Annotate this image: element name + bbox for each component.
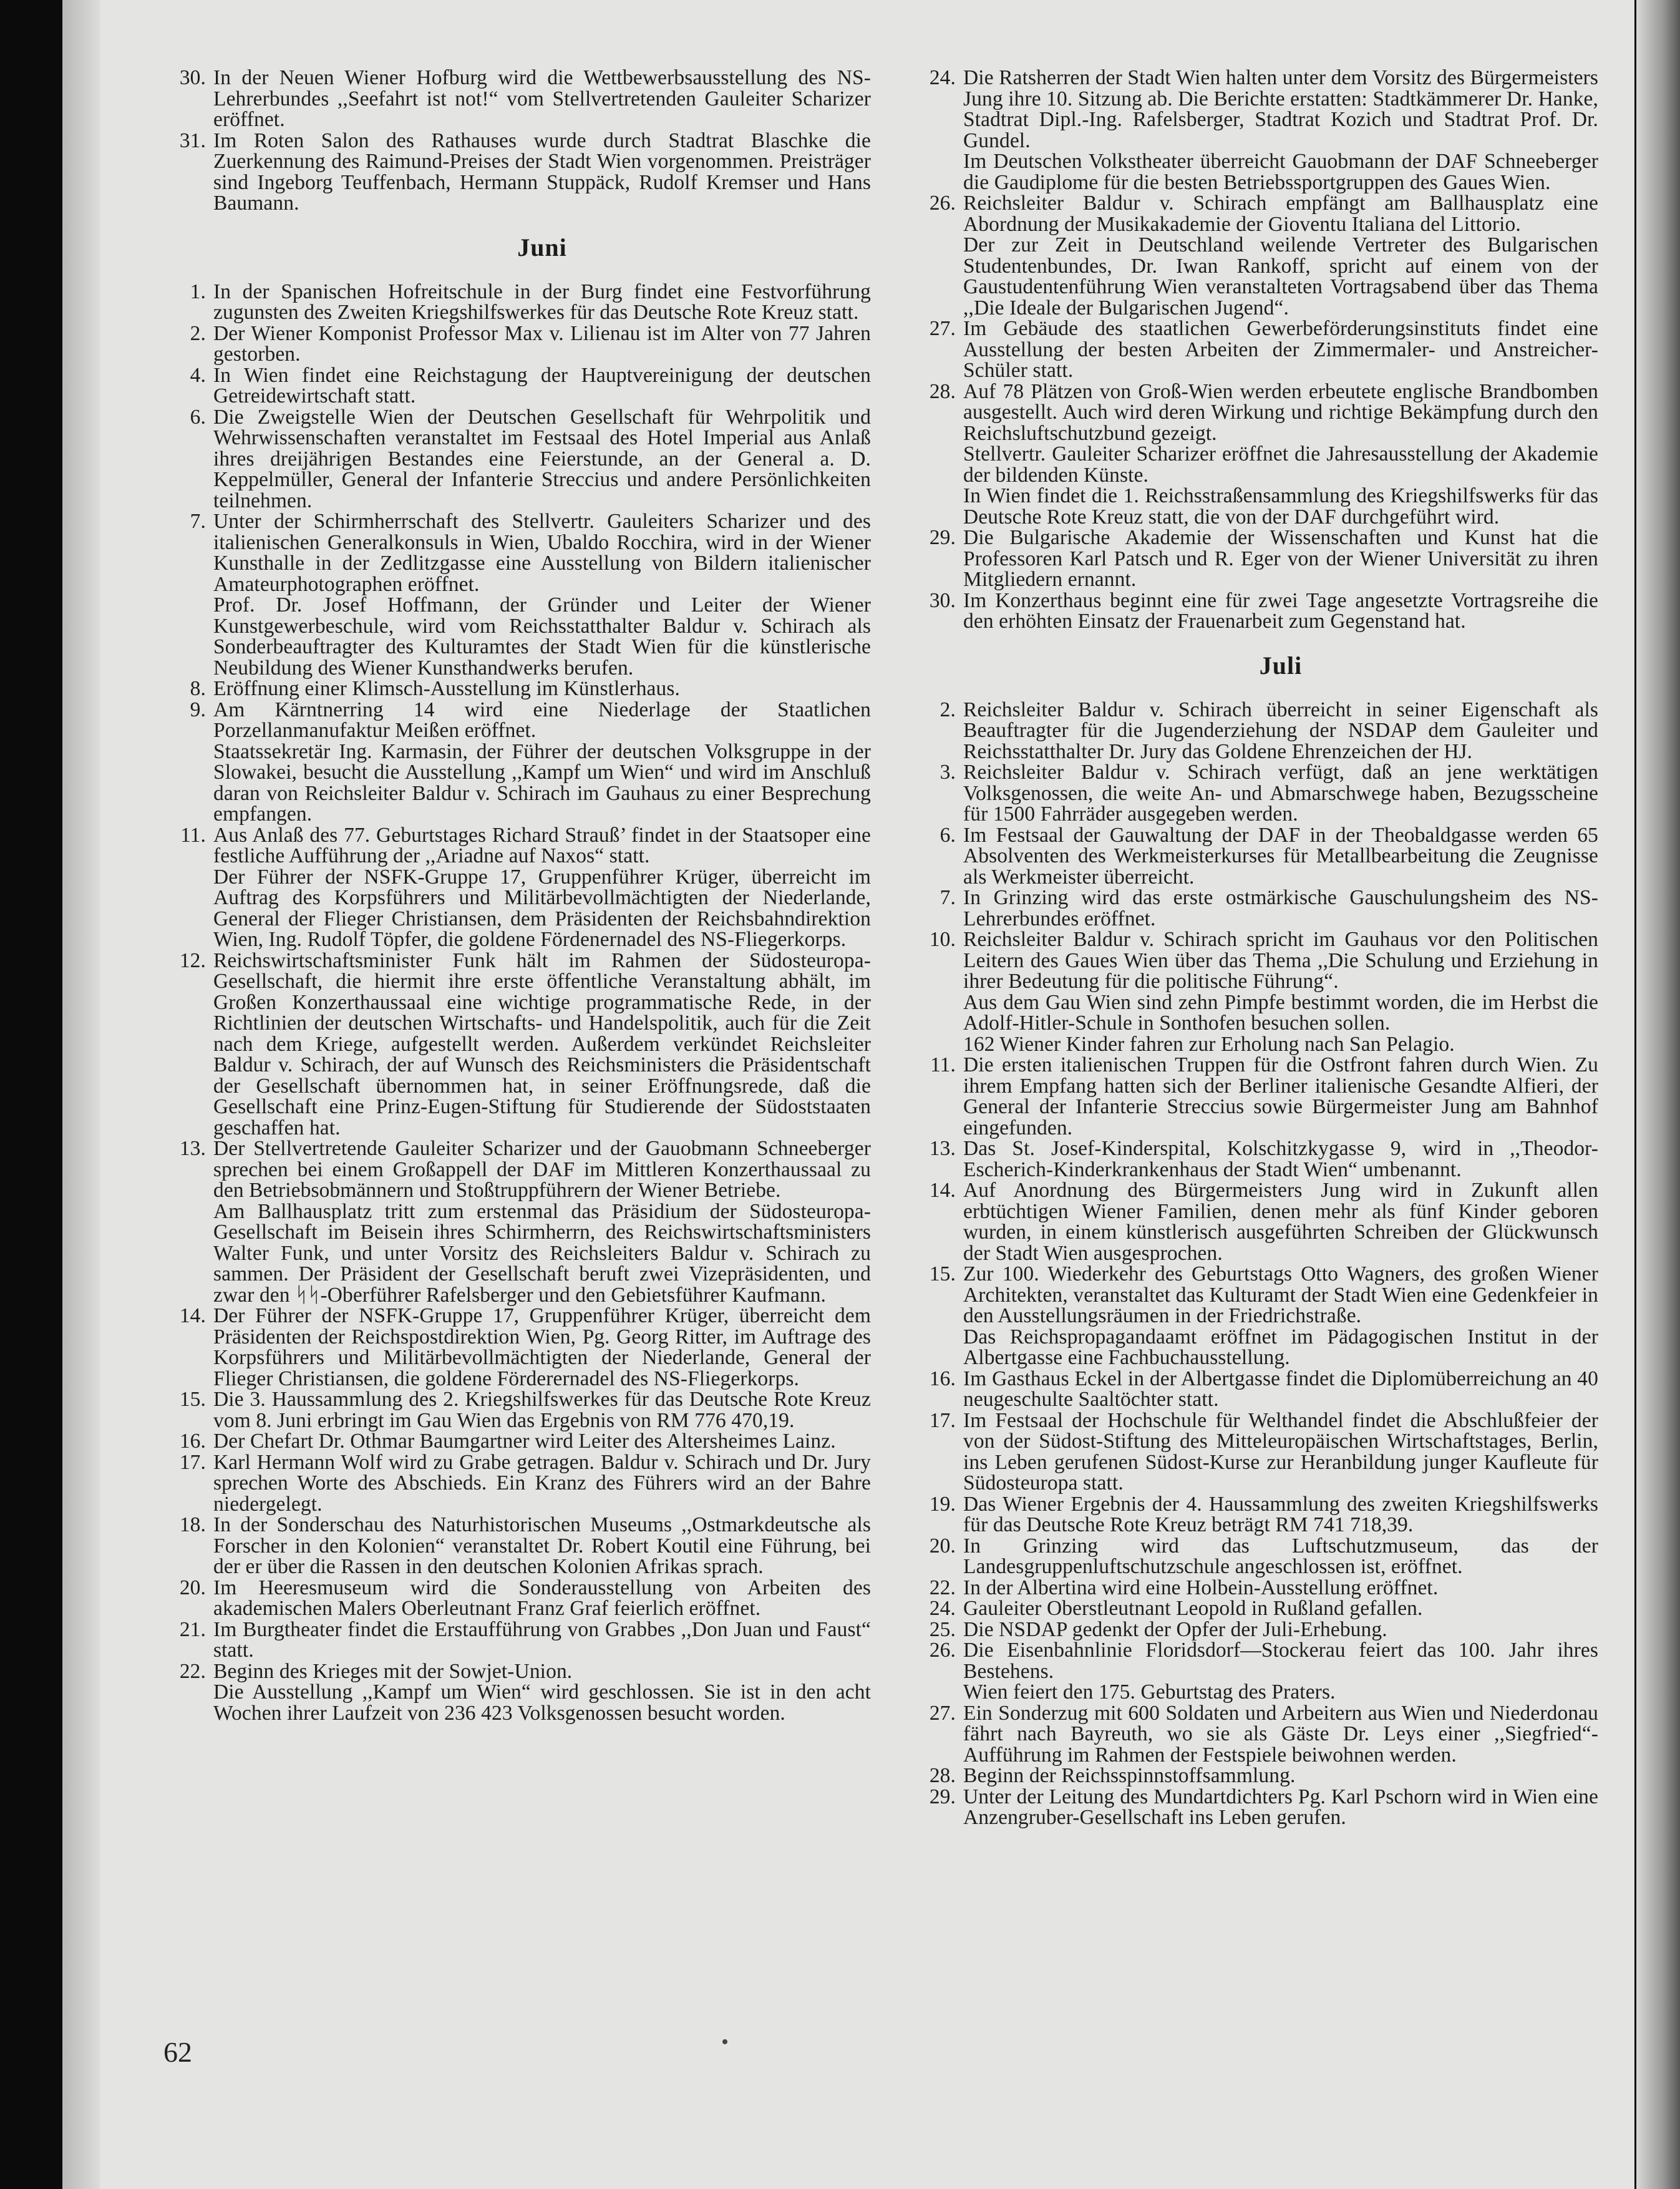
entry-text: Aus dem Gau Wien sind zehn Pimpfe bestimmt worden, die im Herbst die Adolf-Hitler-Schule in Sonthofen besuchen sollen.: [963, 990, 1598, 1035]
entry-text: Der Führer der NSFK-Gruppe 17, Gruppenführer Krüger, überreicht dem Präsidenten der Reichspostdirektion Wien, Pg. Georg Ritter, im Auftrage des Korpsführers und Militärbevollmächtigten der Niederlande, General der Flieger Christiansen, die goldene Förderernadel des NS-Fliegerkorps.: [213, 1304, 871, 1390]
entry-day-number: 27.: [929, 317, 956, 340]
right-intro-entry: [917, 193, 1598, 318]
juni-entry: [167, 950, 871, 1139]
entry-day-number: 16.: [929, 1367, 956, 1390]
entry-text: Im Konzerthaus beginnt eine für zwei Tage angesetzte Vortragsreihe die den erhöhten Einsatz der Frauenarbeit zum Gegenstand hat.: [963, 588, 1598, 633]
juni-entry: [167, 1389, 871, 1431]
juni-entry: [167, 1514, 871, 1577]
section-title-juni: Juni: [517, 233, 567, 261]
juli-entry: [917, 1598, 1598, 1619]
entry-text: Wien feiert den 175. Geburtstag des Praters.: [963, 1680, 1336, 1704]
entry-day-number: 17.: [179, 1450, 206, 1474]
juli-entry: [917, 1765, 1598, 1787]
entry-text: Im Roten Salon des Rathauses wurde durch Stadtrat Blaschke die Zuerkennung des Raimund-Preises der Stadt Wien vorgenommen. Preisträger sind Ingeborg Teuffenbach, Hermann Stuppäck, Rudolf Kremser und Hans Baumann.: [213, 129, 871, 215]
entry-text: Die 3. Haussammlung des 2. Kriegshilfswerkes für das Deutsche Rote Kreuz vom 8. Juni erbringt im Gau Wien das Ergebnis von RM 776 470,19.: [213, 1388, 871, 1432]
entry-day-number: 11.: [930, 1053, 956, 1076]
entry-text: In der Albertina wird eine Holbein-Ausstellung eröffnet.: [963, 1576, 1439, 1599]
juni-entry: [167, 1577, 871, 1619]
entry-text: Im Gebäude des staatlichen Gewerbeförderungsinstituts findet eine Ausstellung der besten Arbeiten der Zimmermaler- und Anstreicher-Schüler statt.: [963, 317, 1598, 382]
entry-day-number: 13.: [929, 1137, 956, 1160]
juli-entry: [917, 1577, 1598, 1599]
entry-text: Die Bulgarische Akademie der Wissenschaften und Kunst hat die Professoren Karl Patsch und R. Eger von der Wiener Universität zu ihren Mitgliedern ernannt.: [963, 526, 1598, 591]
entry-day-number: 6.: [190, 405, 206, 429]
entry-text: Auf Anordnung des Bürgermeisters Jung wird in Zukunft allen erbtüchtigen Wiener Familien, denen mehr als fünf Kinder geboren wurden, in einem künstlerisch ausgeführten Schreiben der Glückwunsch der Stadt Wien ausgesprochen.: [963, 1179, 1598, 1265]
entry-day-number: 20.: [929, 1534, 956, 1558]
left-intro-entries: [167, 67, 871, 214]
entry-day-number: 2.: [190, 321, 206, 345]
entry-text: Der Wiener Komponist Professor Max v. Lilienau ist im Alter von 77 Jahren gestorben.: [213, 321, 871, 366]
entry-day-number: 3.: [940, 761, 956, 784]
entry-text: Eröffnung einer Klimsch-Ausstellung im Künstlerhaus.: [213, 677, 680, 700]
entry-text: 162 Wiener Kinder fahren zur Erholung nach San Pelagio.: [963, 1032, 1455, 1056]
entry-text: Auf 78 Plätzen von Groß-Wien werden erbeutete englische Brandbomben ausgestellt. Auch wird deren Wirkung und richtige Bekämpfung durch den Reichsluftschutzbund gezeigt.: [963, 379, 1598, 445]
entry-text: Stellvertr. Gauleiter Scharizer eröffnet die Jahresausstellung der Akademie der bildenden Künste.: [963, 442, 1598, 487]
entry-day-number: 14.: [179, 1304, 206, 1327]
entry-text: Ein Sonderzug mit 600 Soldaten und Arbeitern aus Wien und Niederdonau fährt nach Bayreuth, wo sie als Gäste Dr. Leys einer ,,Siegfried“-Aufführung im Rahmen der Festspiele beiwohnen werden.: [963, 1701, 1598, 1767]
juni-entry: [167, 407, 871, 512]
entry-day-number: 28.: [929, 1764, 956, 1787]
entry-day-number: 10.: [929, 928, 956, 951]
entry-day-number: 7.: [190, 510, 206, 533]
entry-text: Die Zweigstelle Wien der Deutschen Gesellschaft für Wehrpolitik und Wehrwissenschaften veranstaltet im Festsaal des Hotel Imperial aus Anlaß ihres dreijährigen Bestandes eine Feierstunde, an der General a. D. Keppelmüller, General der Infanterie Streccius und andere Persönlichkeiten teilnehmen.: [213, 405, 871, 512]
left-entries: [167, 281, 871, 1724]
entry-text: Reichsleiter Baldur v. Schirach überreicht in seiner Eigenschaft als Beauftragter für die Jugenderziehung der NSDAP dem Gauleiter und Reichsstatthalter Dr. Jury das Goldene Ehrenzeichen der HJ.: [963, 698, 1598, 763]
print-dot: [722, 2039, 727, 2044]
entry-day-number: 24.: [929, 1597, 956, 1620]
right-intro-entry: [917, 527, 1598, 590]
juli-entry: [917, 1494, 1598, 1536]
entry-day-number: 11.: [180, 823, 206, 847]
juli-entry: [917, 1180, 1598, 1264]
entry-text: Unter der Schirmherrschaft des Stellvertr. Gauleiters Scharizer und des italienischen Generalkonsuls in Wien, Ubaldo Rocchira, wird in der Wiener Kunsthalle in der Zedlitzgasse eine Ausstellung von Bildern italienischer Amateurphotographen eröffnet.: [213, 510, 871, 596]
page-edge-left: [62, 0, 100, 2189]
entry-text: Am Ballhausplatz tritt zum erstenmal das Präsidium der Südosteuropa-Gesellschaft im Beisein ihres Schirmherrn, des Reichswirtschaftsministers Walter Funk, und unter Vorsitz des Reichsleiters Baldur v. Schirach zu sammen. Der Präsident der Gesellschaft beruft zwei Vizepräsidenten, und zwar den ᛋᛋ-Oberführer Rafelsberger und den Gebietsführer Kaufmann.: [213, 1199, 871, 1307]
entry-text: Der Führer der NSFK-Gruppe 17, Gruppenführer Krüger, überreicht im Auftrag des Korpsführers und Militärbevollmächtigten der Niederlande, General der Flieger Christiansen, dem Präsidenten der Reichsbahndirektion Wien, Ing. Rudolf Töpfer, die goldene Fördenernadel des NS-Fliegerkorps.: [213, 865, 871, 951]
entry-text: Reichsleiter Baldur v. Schirach spricht im Gauhaus vor den Politischen Leitern des Gaues Wien über das Thema ,,Die Schulung und Erziehung in ihrer Bedeutung für die politische Führung“.: [963, 928, 1598, 993]
right-intro-entry: [917, 318, 1598, 381]
entry-text: Die Ratsherren der Stadt Wien halten unter dem Vorsitz des Bürgermeisters Jung ihre 10. Sitzung ab. Die Berichte erstatten: Stadtkämmerer Dr. Hanke, Stadtrat Dipl.-Ing. Rafelsberger, Stadtrat Kozich und Stadtrat Prof. Dr. Gundel.: [963, 66, 1598, 152]
entry-day-number: 9.: [190, 698, 206, 721]
entry-text: Das Reichspropagandaamt eröffnet im Pädagogischen Institut in der Albertgasse eine Fachbuchausstellung.: [963, 1325, 1598, 1369]
left-column: [167, 67, 871, 1723]
juni-entry: [167, 1452, 871, 1515]
entry-text: Im Deutschen Volkstheater überreicht Gauobmann der DAF Schneeberger die Gaudiplome für die besten Betriebssportgruppen des Gaues Wien.: [963, 150, 1598, 194]
right-intro-entry: [917, 381, 1598, 528]
entry-text: Reichswirtschaftsminister Funk hält im Rahmen der Südosteuropa-Gesellschaft, die hiermit ihre erste öffentliche Veranstaltung abhält, im Großen Konzerthaussaal eine wichtige programmatische Rede, in der Richtlinien der deutschen Wirtschafts- und Handelspolitik, auch für die Zeit nach dem Kriege, aufgestellt werden. Außerdem verkündet Reichsleiter Baldur v. Schirach, der auf Wunsch des Reichsministers die Präsidentschaft der Gesellschaft übernommen hat, in seiner Eröffnungsrede, daß die Gesellschaft eine Prinz-Eugen-Stiftung für Studierende der Südoststaaten geschaffen hat.: [213, 948, 871, 1139]
entry-day-number: 17.: [929, 1408, 956, 1432]
juni-entry: [167, 323, 871, 365]
juni-entry: [167, 700, 871, 825]
entry-text: Im Burgtheater findet die Erstaufführung von Grabbes ,,Don Juan und Faust“ statt.: [213, 1617, 871, 1662]
juli-entry: [917, 1138, 1598, 1180]
juli-entry: [917, 1787, 1598, 1828]
entry-text: Der Stellvertretende Gauleiter Scharizer und der Gauobmann Schneeberger sprechen bei einem Großappell der DAF im Mittleren Konzerthaussaal zu den Betriebsobmännern und Stoßtruppführern der Wiener Betriebe.: [213, 1137, 871, 1202]
entry-text: Staatssekretär Ing. Karmasin, der Führer der deutschen Volksgruppe in der Slowakei, besucht die Ausstellung ,,Kampf um Wien“ und wird im Anschluß daran von Reichsleiter Baldur v. Schirach im Gauhaus zu einer Besprechung empfangen.: [213, 739, 871, 826]
entry-day-number: 25.: [929, 1617, 956, 1641]
entry-text: Beginn der Reichsspinnstoffsammlung.: [963, 1764, 1296, 1787]
entry-day-number: 1.: [190, 280, 206, 303]
entry-text: Aus Anlaß des 77. Geburtstages Richard Strauß’ findet in der Staatsoper eine festliche Aufführung der ,,Ariadne auf Naxos“ statt.: [213, 823, 871, 867]
entry-day-number: 14.: [929, 1179, 956, 1202]
right-intro-entry: [917, 67, 1598, 193]
juli-entry: [917, 825, 1598, 888]
juli-entry: [917, 1536, 1598, 1577]
entry-day-number: 2.: [940, 698, 956, 721]
right-entries: [917, 700, 1598, 1828]
entry-text: Das St. Josef-Kinderspital, Kolschitzkygasse 9, wird in ,,Theodor-Escherich-Kinderkrankenhaus der Stadt Wien“ umbenannt.: [963, 1137, 1598, 1181]
entry-day-number: 24.: [929, 66, 956, 89]
entry-day-number: 29.: [929, 526, 956, 549]
entry-day-number: 29.: [929, 1785, 956, 1808]
entry-text: In der Neuen Wiener Hofburg wird die Wettbewerbsausstellung des NS-Lehrerbundes ,,Seefahrt ist not!“ vom Stellvertretenden Gauleiter Scharizer eröffnet.: [213, 66, 871, 131]
entry-text: In Grinzing wird das erste ostmärkische Gauschulungsheim des NS-Lehrerbundes eröffnet.: [963, 886, 1598, 930]
entry-text: In Grinzing wird das Luftschutzmuseum, das der Landesgruppenluftschutzschule angeschlossen ist, eröffnet.: [963, 1534, 1598, 1578]
juni-entry: [167, 825, 871, 950]
right-column: [917, 67, 1598, 1828]
entry-text: In der Spanischen Hofreitschule in der Burg findet eine Festvorführung zugunsten des Zweiten Kriegshilfswerkes für das Deutsche Rote Kreuz statt.: [213, 280, 871, 324]
juni-entry: [167, 1431, 871, 1452]
juli-entry: [917, 1368, 1598, 1410]
juli-entry: [917, 887, 1598, 929]
juni-entry: [167, 1661, 871, 1724]
entry-day-number: 30.: [179, 66, 206, 89]
juni-entry: [167, 1138, 871, 1305]
juni-entry: [167, 365, 871, 407]
entry-day-number: 22.: [929, 1576, 956, 1599]
entry-text: Zur 100. Wiederkehr des Geburtstags Otto Wagners, des großen Wiener Architekten, veranstaltet das Kulturamt der Stadt Wien eine Gedenkfeier in den Ausstellungsräumen in der Friedrichstraße.: [963, 1262, 1598, 1327]
entry-day-number: 26.: [929, 192, 956, 215]
entry-text: Die Eisenbahnlinie Floridsdorf—Stockerau feiert das 100. Jahr ihres Bestehens.: [963, 1639, 1598, 1683]
entry-text: Reichsleiter Baldur v. Schirach empfängt am Ballhausplatz eine Abordnung der Musikakademie der Gioventu Italiana del Littorio.: [963, 192, 1598, 236]
juni-entry: [167, 281, 871, 323]
entry-text: Die ersten italienischen Truppen für die Ostfront fahren durch Wien. Zu ihrem Empfang hatten sich der Berliner italienische Gesandte Alfieri, der General der Infanterie Streccius sowie Bürgermeister Jung am Bahnhof eingefunden.: [963, 1053, 1598, 1139]
juli-entry: [917, 1703, 1598, 1766]
juni-entry: [167, 511, 871, 678]
juli-entry: [917, 700, 1598, 763]
juli-entry: [917, 929, 1598, 1055]
entry-day-number: 15.: [179, 1388, 206, 1411]
entry-day-number: 8.: [190, 677, 206, 700]
entry-day-number: 22.: [179, 1659, 206, 1683]
entry-text: Die NSDAP gedenkt der Opfer der Juli-Erhebung.: [963, 1617, 1387, 1641]
entry-day-number: 21.: [179, 1617, 206, 1641]
entry-text: Der Chefart Dr. Othmar Baumgartner wird Leiter des Altersheimes Lainz.: [213, 1430, 836, 1453]
entry-text: Im Heeresmuseum wird die Sonderausstellung von Arbeiten des akademischen Malers Oberleutnant Franz Graf feierlich eröffnet.: [213, 1576, 871, 1620]
entry-day-number: 13.: [179, 1137, 206, 1160]
entry-text: Das Wiener Ergebnis der 4. Haussammlung des zweiten Kriegshilfswerks für das Deutsche Rote Kreuz beträgt RM 741 718,39.: [963, 1492, 1598, 1536]
entry-day-number: 12.: [179, 948, 206, 972]
page-number: 62: [163, 2036, 192, 2068]
entry-text: Im Festsaal der Gauwaltung der DAF in der Theobaldgasse werden 65 Absolventen des Werkmeisterkurses für Metallbearbeitung die Zeugnisse als Werkmeister überreicht.: [963, 823, 1598, 889]
entry-day-number: 31.: [179, 129, 206, 152]
entry-text: Reichsleiter Baldur v. Schirach verfügt, daß an jene werktätigen Volksgenossen, die weite An- und Abmarschwege haben, Bezugsscheine für 1500 Fahrräder ausgegeben werden.: [963, 761, 1598, 826]
left-intro-entry: [167, 130, 871, 214]
juni-entry: [167, 1619, 871, 1661]
right-intro-entries: [917, 67, 1598, 632]
entry-day-number: 26.: [929, 1639, 956, 1662]
juli-entry: [917, 1410, 1598, 1494]
entry-day-number: 27.: [929, 1701, 956, 1725]
juli-entry: [917, 762, 1598, 825]
entry-day-number: 28.: [929, 379, 956, 403]
juli-entry: [917, 1055, 1598, 1138]
entry-day-number: 4.: [190, 363, 206, 387]
entry-text: In Wien findet eine Reichstagung der Hauptvereinigung der deutschen Getreidewirtschaft statt.: [213, 363, 871, 407]
entry-day-number: 16.: [179, 1430, 206, 1453]
entry-day-number: 7.: [940, 886, 956, 909]
entry-text: In der Sonderschau des Naturhistorischen Museums ,,Ostmarkdeutsche als Forscher in den Kolonien“ veranstaltet Dr. Robert Koutil eine Führung, bei der er über die Rassen in den deutschen Kolonien Afrikas sprach.: [213, 1513, 871, 1578]
entry-text: Im Festsaal der Hochschule für Welthandel findet die Abschlußfeier der von der Südost-Stiftung des Mitteleuropäischen Wirtschaftstages, Berlin, ins Leben gerufenen Südost-Kurse zur Heranbildung junger Kaufleute für Südosteuropa statt.: [963, 1408, 1598, 1494]
section-title-juli: Juli: [1259, 651, 1303, 680]
juli-entry: [917, 1264, 1598, 1368]
juli-entry: [917, 1640, 1598, 1703]
entry-day-number: 15.: [929, 1262, 956, 1285]
entry-text: Am Kärntnerring 14 wird eine Niederlage der Staatlichen Porzellanmanufaktur Meißen eröffnet.: [213, 698, 871, 742]
right-intro-entry: [917, 590, 1598, 632]
entry-text: Der zur Zeit in Deutschland weilende Vertreter des Bulgarischen Studentenbundes, Dr. Iwan Rankoff, spricht auf einem von der Gaustudentenführung Wien veranstalteten Vortragsabend über das Thema ,,Die Ideale der Bulgarischen Jugend“.: [963, 233, 1598, 319]
entry-text: Im Gasthaus Eckel in der Albertgasse findet die Diplomüberreichung an 40 neugeschulte Saaltöchter statt.: [963, 1367, 1598, 1411]
entry-day-number: 19.: [929, 1492, 956, 1516]
entry-text: Gauleiter Oberstleutnant Leopold in Rußland gefallen.: [963, 1597, 1423, 1620]
entry-day-number: 6.: [940, 823, 956, 847]
entry-day-number: 18.: [179, 1513, 206, 1536]
entry-text: In Wien findet die 1. Reichsstraßensammlung des Kriegshilfswerks für das Deutsche Rote Kreuz statt, die von der DAF durchgeführt wird.: [963, 484, 1598, 529]
juni-entry: [167, 1305, 871, 1389]
entry-text: Die Ausstellung ,,Kampf um Wien“ wird geschlossen. Sie ist in den acht Wochen ihrer Laufzeit von 236 423 Volksgenossen besucht worden.: [213, 1680, 871, 1725]
entry-text: Karl Hermann Wolf wird zu Grabe getragen. Baldur v. Schirach und Dr. Jury sprechen Worte des Abschieds. Ein Kranz des Führers wird an der Bahre niedergelegt.: [213, 1450, 871, 1516]
entry-text: Beginn des Krieges mit der Sowjet-Union.: [213, 1659, 573, 1683]
left-intro-entry: [167, 67, 871, 130]
juni-entry: [167, 678, 871, 700]
entry-day-number: 20.: [179, 1576, 206, 1599]
entry-text: Prof. Dr. Josef Hoffmann, der Gründer und Leiter der Wiener Kunstgewerbeschule, wird vom Reichsstatthalter Baldur v. Schirach als Sonderbeauftragter des Kulturamtes der Stadt Wien für die künstlerische Neubildung des Wiener Kunsthandwerks berufen.: [213, 593, 871, 680]
page-edge-right: [1636, 0, 1680, 2189]
entry-day-number: 30.: [929, 588, 956, 612]
entry-text: Unter der Leitung des Mundartdichters Pg. Karl Pschorn wird in Wien eine Anzengruber-Gesellschaft ins Leben gerufen.: [963, 1785, 1598, 1829]
juli-entry: [917, 1619, 1598, 1641]
